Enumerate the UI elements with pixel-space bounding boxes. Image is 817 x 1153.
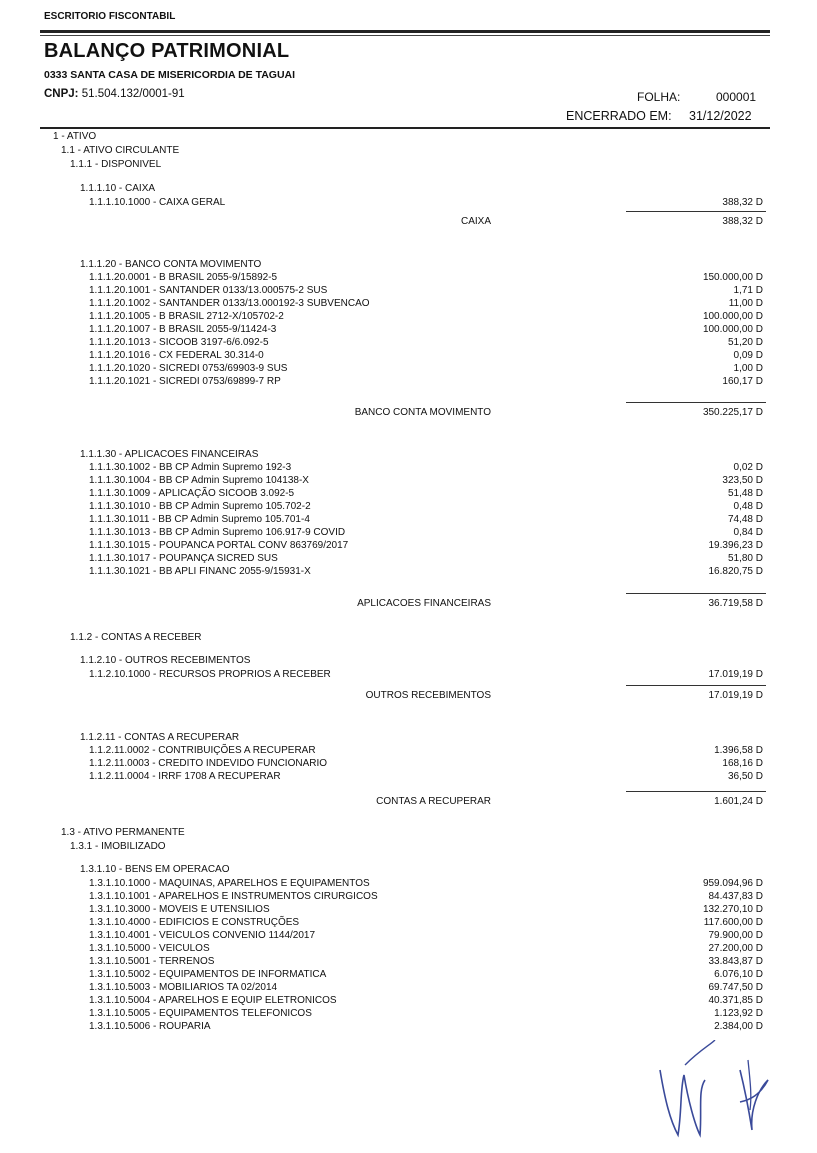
account-line: 1.3.1.10.4001 - VEICULOS CONVENIO 1144/2017 [89, 930, 316, 941]
account-line: 1.1.1.20.1020 - SICREDI 0753/69903-9 SUS [89, 363, 288, 374]
folha-value: 000001 [716, 90, 757, 104]
subtotal-value: 17.019,19 D [708, 690, 763, 701]
account-line: 1 - ATIVO [53, 131, 97, 142]
account-value: 0,02 D [733, 462, 763, 473]
account-line: 1.1.1.30.1015 - POUPANCA PORTAL CONV 863769/2017 [89, 540, 349, 551]
header-bottom-rule [40, 127, 770, 129]
cnpj-line [44, 88, 185, 100]
encerrado-value: 31/12/2022 [689, 109, 752, 123]
subtotal-label: BANCO CONTA MOVIMENTO [354, 407, 491, 418]
account-value: 74,48 D [727, 514, 763, 525]
account-value: 17.019,19 D [708, 669, 763, 680]
account-line: 1.1.1 - DISPONIVEL [70, 159, 162, 170]
office-name: ESCRITORIO FISCONTABIL [44, 11, 176, 22]
account-line: 1.1.1.20.1007 - B BRASIL 2055-9/11424-3 [89, 324, 277, 335]
account-line: 1.1.1.20.1013 - SICOOB 3197-6/6.092-5 [89, 337, 269, 348]
account-value: 1.123,92 D [714, 1008, 763, 1019]
account-line: 1.1.2.11.0002 - CONTRIBUIÇÕES A RECUPERAR [89, 745, 316, 756]
account-line: 1.1.2.10 - OUTROS RECEBIMENTOS [80, 655, 251, 666]
subtotal-label: CONTAS A RECUPERAR [376, 796, 491, 807]
account-line: 1.1.1.30.1010 - BB CP Admin Supremo 105.702-2 [89, 501, 311, 512]
cnpj-label: CNPJ: [44, 88, 79, 100]
account-line: 1.3.1.10.4000 - EDIFICIOS E CONSTRUÇÕES [89, 917, 300, 928]
account-value: 33.843,87 D [708, 956, 763, 967]
account-line: 1.3.1.10.1001 - APARELHOS E INSTRUMENTOS CIRURGICOS [89, 891, 378, 902]
account-value: 168,16 D [722, 758, 763, 769]
account-line: 1.3.1.10.5006 - ROUPARIA [89, 1021, 211, 1032]
account-line: 1.1 - ATIVO CIRCULANTE [61, 145, 180, 156]
account-line: 1.1.2.11.0003 - CREDITO INDEVIDO FUNCIONARIO [89, 758, 328, 769]
header-rule-thick [40, 30, 770, 33]
subtotal-rule [626, 791, 766, 792]
page-title: BALANÇO PATRIMONIAL [44, 40, 290, 62]
account-value: 11,00 D [728, 298, 763, 309]
account-line: 1.1.1.20.0001 - B BRASIL 2055-9/15892-5 [89, 272, 278, 283]
folha-label: FOLHA: [637, 90, 681, 104]
account-value: 100.000,00 D [702, 311, 763, 322]
account-line: 1.1.1.20.1002 - SANTANDER 0133/13.000192-3 SUBVENCAO [89, 298, 370, 309]
cnpj-value: 51.504.132/0001-91 [81, 88, 185, 100]
account-line: 1.1.1.30.1017 - POUPANÇA SICRED SUS [89, 553, 278, 564]
account-value: 19.396,23 D [708, 540, 763, 551]
account-line: 1.1.1.30.1004 - BB CP Admin Supremo 104138-X [89, 475, 309, 486]
account-value: 69.747,50 D [708, 982, 763, 993]
account-value: 150.000,00 D [702, 272, 763, 283]
account-value: 959.094,96 D [702, 878, 763, 889]
account-line: 1.1.1.10.1000 - CAIXA GERAL [89, 197, 226, 208]
subtotal-value: 350.225,17 D [702, 407, 763, 418]
account-value: 40.371,85 D [708, 995, 763, 1006]
header-rule-thin [40, 35, 770, 36]
entity-name: 0333 SANTA CASA DE MISERICORDIA DE TAGUAI [44, 69, 296, 81]
account-value: 388,32 D [722, 197, 763, 208]
handwritten-signature [640, 1040, 780, 1145]
account-line: 1.1.1.20.1001 - SANTANDER 0133/13.000575-2 SUS [89, 285, 328, 296]
account-line: 1.1.1.20 - BANCO CONTA MOVIMENTO [80, 259, 262, 270]
account-value: 0,48 D [733, 501, 763, 512]
account-line: 1.3.1.10.5005 - EQUIPAMENTOS TELEFONICOS [89, 1008, 312, 1019]
account-line: 1.1.1.20.1016 - CX FEDERAL 30.314-0 [89, 350, 264, 361]
account-line: 1.1.1.30.1013 - BB CP Admin Supremo 106.917-9 COVID [89, 527, 346, 538]
account-line: 1.1.1.30.1011 - BB CP Admin Supremo 105.701-4 [89, 514, 310, 525]
account-value: 51,20 D [727, 337, 763, 348]
account-value: 0,09 D [733, 350, 763, 361]
account-line: 1.3 - ATIVO PERMANENTE [61, 827, 185, 838]
subtotal-rule [626, 593, 766, 594]
subtotal-label: CAIXA [460, 216, 491, 227]
account-value: 27.200,00 D [708, 943, 763, 954]
account-line: 1.1.2.10.1000 - RECURSOS PROPRIOS A RECEBER [89, 669, 331, 680]
subtotal-value: 36.719,58 D [708, 598, 763, 609]
subtotal-value: 388,32 D [722, 216, 763, 227]
account-line: 1.3.1.10.5001 - TERRENOS [89, 956, 215, 967]
subtotal-rule [626, 211, 766, 212]
account-value: 1,71 D [733, 285, 763, 296]
subtotal-rule [626, 402, 766, 403]
account-value: 323,50 D [722, 475, 763, 486]
account-line: 1.1.1.20.1021 - SICREDI 0753/69899-7 RP [89, 376, 281, 387]
account-line: 1.3.1.10.5000 - VEICULOS [89, 943, 210, 954]
account-line: 1.1.1.30.1021 - BB APLI FINANC 2055-9/15931-X [89, 566, 311, 577]
account-line: 1.3.1.10.1000 - MAQUINAS, APARELHOS E EQUIPAMENTOS [89, 878, 370, 889]
account-line: 1.3.1 - IMOBILIZADO [70, 841, 166, 852]
account-value: 79.900,00 D [708, 930, 763, 941]
subtotal-rule [626, 685, 766, 686]
account-value: 51,48 D [727, 488, 763, 499]
account-line: 1.3.1.10.5003 - MOBILIARIOS TA 02/2014 [89, 982, 278, 993]
account-line: 1.1.2.11.0004 - IRRF 1708 A RECUPERAR [89, 771, 281, 782]
account-value: 0,84 D [733, 527, 763, 538]
encerrado-label: ENCERRADO EM: [566, 109, 672, 123]
account-value: 36,50 D [727, 771, 763, 782]
account-line: 1.1.1.30 - APLICACOES FINANCEIRAS [80, 449, 259, 460]
account-line: 1.3.1.10 - BENS EM OPERACAO [80, 864, 230, 875]
subtotal-value: 1.601,24 D [714, 796, 763, 807]
subtotal-label: OUTROS RECEBIMENTOS [365, 690, 491, 701]
account-line: 1.1.1.10 - CAIXA [80, 183, 156, 194]
account-value: 1.396,58 D [714, 745, 763, 756]
account-value: 160,17 D [722, 376, 763, 387]
account-value: 117.600,00 D [703, 917, 763, 928]
account-value: 51,80 D [727, 553, 763, 564]
account-value: 1,00 D [733, 363, 763, 374]
account-value: 16.820,75 D [708, 566, 763, 577]
account-line: 1.3.1.10.5002 - EQUIPAMENTOS DE INFORMATICA [89, 969, 327, 980]
subtotal-label: APLICACOES FINANCEIRAS [357, 598, 491, 609]
account-line: 1.3.1.10.5004 - APARELHOS E EQUIP ELETRONICOS [89, 995, 337, 1006]
account-value: 100.000,00 D [702, 324, 763, 335]
account-value: 84.437,83 D [708, 891, 763, 902]
account-value: 2.384,00 D [714, 1021, 763, 1032]
account-line: 1.1.1.20.1005 - B BRASIL 2712-X/105702-2 [89, 311, 284, 322]
account-line: 1.3.1.10.3000 - MOVEIS E UTENSILIOS [89, 904, 270, 915]
account-value: 6.076,10 D [714, 969, 763, 980]
account-line: 1.1.1.30.1009 - APLICAÇÃO SICOOB 3.092-5 [89, 488, 295, 499]
account-line: 1.1.2 - CONTAS A RECEBER [70, 632, 202, 643]
account-line: 1.1.1.30.1002 - BB CP Admin Supremo 192-3 [89, 462, 292, 473]
account-line: 1.1.2.11 - CONTAS A RECUPERAR [80, 732, 240, 743]
account-value: 132.270,10 D [702, 904, 763, 915]
